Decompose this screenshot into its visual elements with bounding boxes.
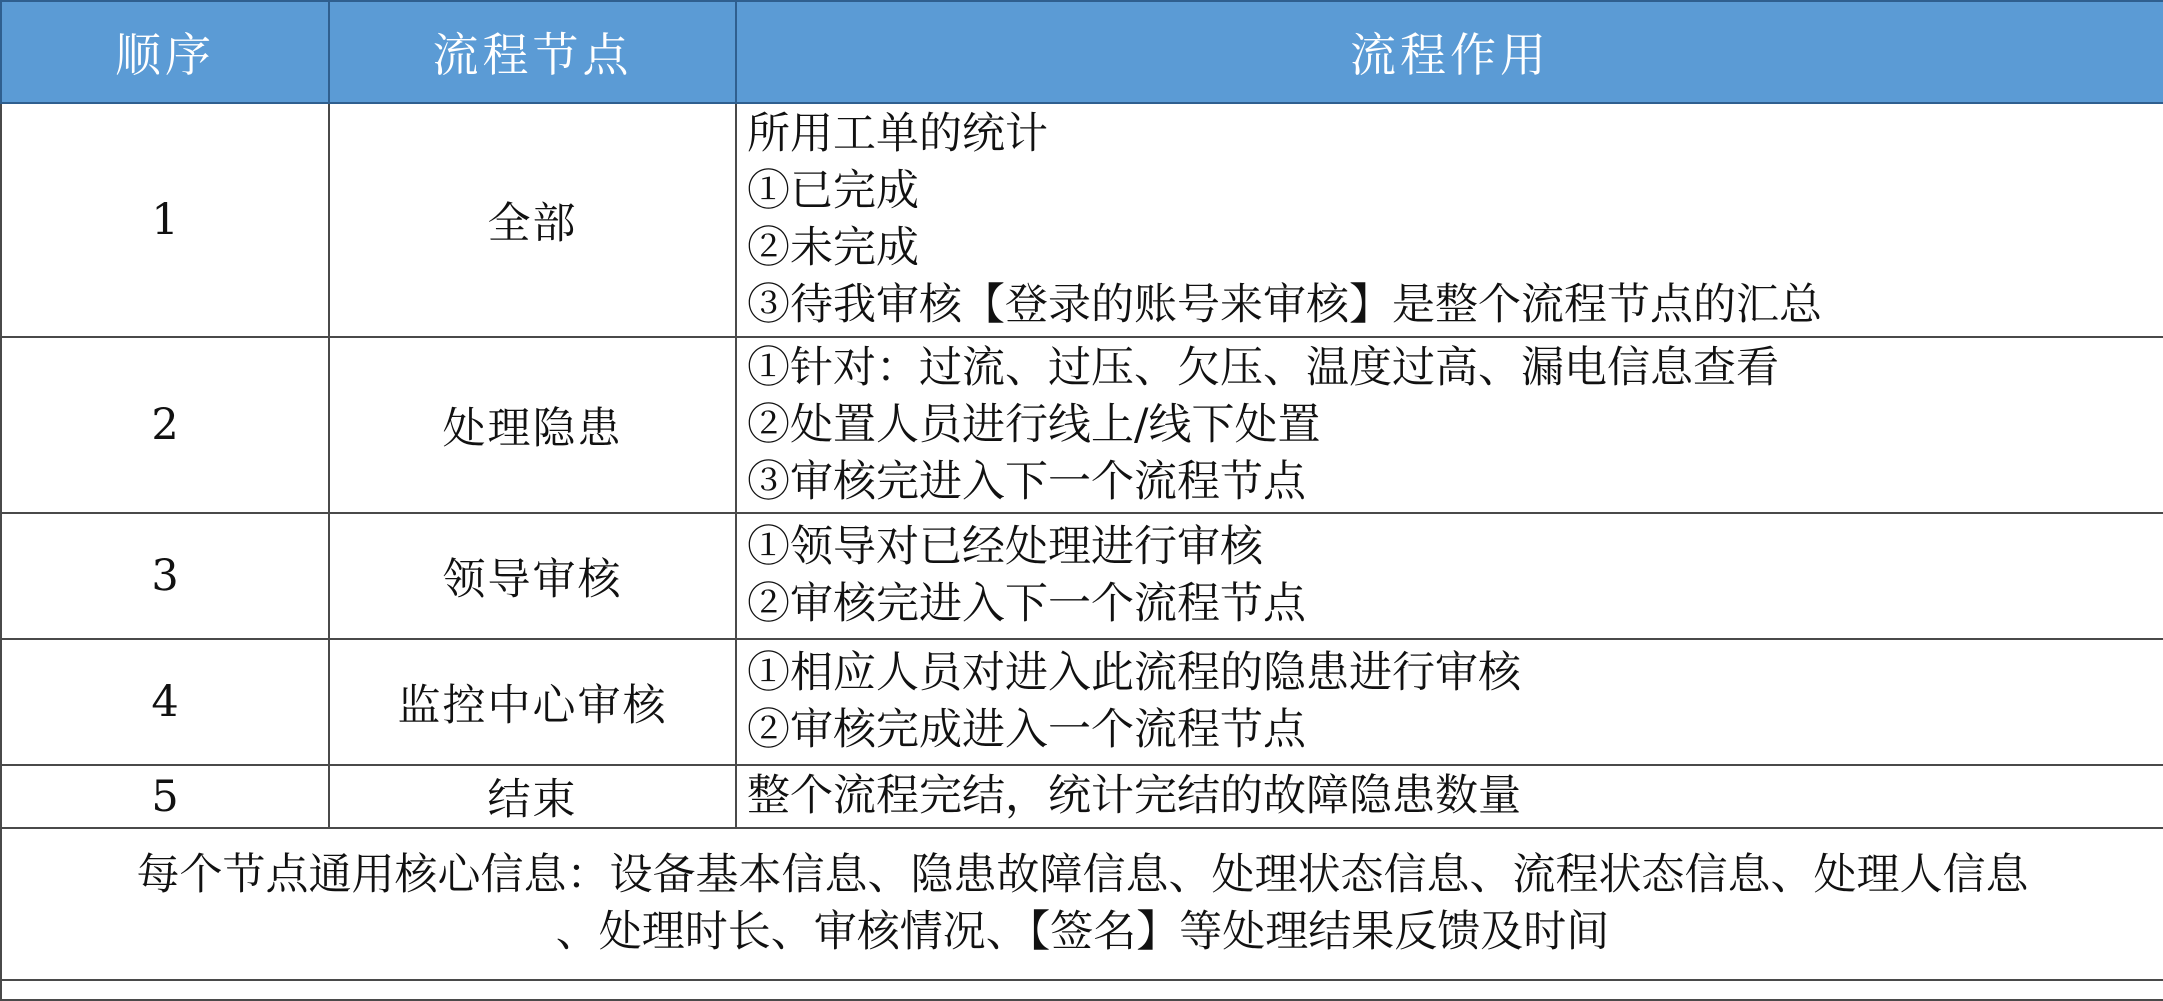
row-order: 4 <box>1 639 329 765</box>
row-order: 5 <box>1 765 329 828</box>
table-header-row <box>1 1 2163 103</box>
row-description <box>736 337 2163 513</box>
description-line: ③待我审核【登录的账号来审核】是整个流程节点的汇总 <box>747 280 1822 330</box>
row-order: 2 <box>1 337 329 513</box>
footer-row <box>1 828 2163 980</box>
table-row <box>1 513 2163 639</box>
table-row <box>1 103 2163 337</box>
column-header-role: 流程作用 <box>736 1 2163 103</box>
footer-line: 、处理时长、审核情况、【签名】等处理结果反馈及时间 <box>555 907 1610 957</box>
table-tail-row <box>1 980 2163 1000</box>
footer-note <box>1 828 2163 980</box>
empty-cell <box>1 980 2163 1000</box>
table-row <box>1 765 2163 828</box>
description-line: ③审核完进入下一个流程节点 <box>747 456 1306 507</box>
row-order: 3 <box>1 513 329 639</box>
table-row <box>1 639 2163 765</box>
row-description <box>736 103 2163 337</box>
table-row <box>1 337 2163 513</box>
row-node: 结束 <box>329 765 736 828</box>
column-header-order: 顺序 <box>1 1 329 103</box>
description-line: 所用工单的统计 <box>747 109 1048 159</box>
row-node: 领导审核 <box>329 513 736 639</box>
description-line: ①相应人员对进入此流程的隐患进行审核 <box>747 648 1521 698</box>
row-node: 全部 <box>329 103 736 337</box>
row-node: 处理隐患 <box>329 337 736 513</box>
footer-line: 每个节点通用核心信息：设备基本信息、隐患故障信息、处理状态信息、流程状态信息、处理人信息 <box>136 850 2029 900</box>
description-line: ②审核完进入下一个流程节点 <box>747 579 1306 629</box>
row-description <box>736 513 2163 639</box>
description-line: ②审核完成进入一个流程节点 <box>747 705 1306 755</box>
description-line: 整个流程完结，统计完结的故障隐患数量 <box>747 771 1521 821</box>
row-order: 1 <box>1 103 329 337</box>
description-line: ②处置人员进行线上/线下处置 <box>747 399 1321 450</box>
column-header-node: 流程节点 <box>329 1 736 103</box>
row-description <box>736 765 2163 828</box>
description-line: ①领导对已经处理进行审核 <box>747 522 1263 572</box>
row-description <box>736 639 2163 765</box>
description-line: ①针对：过流、过压、欠压、温度过高、漏电信息查看 <box>747 342 1779 393</box>
description-line: ②未完成 <box>747 223 919 273</box>
description-line: ①已完成 <box>747 166 919 216</box>
row-node: 监控中心审核 <box>329 639 736 765</box>
